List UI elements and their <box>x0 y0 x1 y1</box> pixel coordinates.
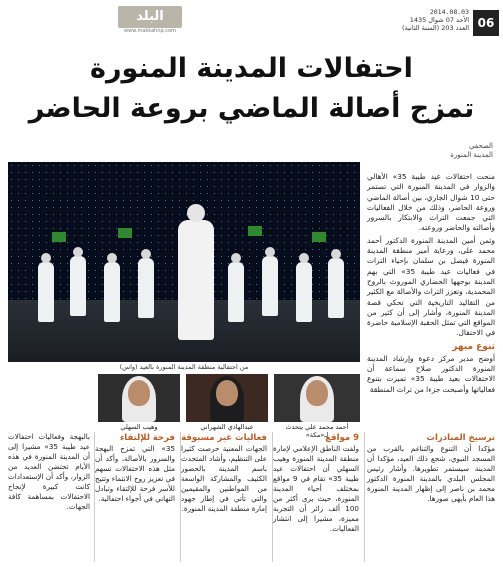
issue-number: العدد 203 (السنة الثانية) <box>402 24 469 32</box>
green-flag <box>248 226 262 236</box>
performer-figure <box>262 256 278 316</box>
green-flag <box>52 232 66 242</box>
subheading: ترسيخ المبادرات <box>426 433 495 443</box>
article-column-3 <box>181 432 267 514</box>
paragraph: ولفت الناطق الإعلامي لإمارة منطقة المدينة المنورة وهيب السهلي أن احتفالات عيد طيبة 35» تقام في 9 مواقع بمختلف أحياء المدينة المنورة، حيث يرى أكثر من 100 ألف زائر أن التجربة مميزة، مشيرا إلى انتشار الفعاليات. <box>273 444 359 533</box>
website-url: www.makkahnp.com <box>124 28 176 34</box>
lead-performer-figure <box>178 220 214 340</box>
subheading: 9 مواقع <box>325 433 359 443</box>
portrait-caption: أحمد محمد علي يتحدث لـ«مكة» <box>285 423 349 439</box>
byline-author: الصحفي <box>468 142 493 150</box>
performer-figure <box>328 258 344 318</box>
column-divider <box>364 432 365 562</box>
page-header <box>0 0 503 36</box>
gregorian-date: 2014.08.03 <box>429 8 469 16</box>
page-number: 06 <box>473 10 499 36</box>
performer-figure <box>104 262 120 322</box>
portrait-photo <box>274 374 360 422</box>
face-shape <box>216 380 238 406</box>
newspaper-logo: البلد <box>118 6 182 28</box>
column-divider <box>272 432 273 562</box>
paragraph: الجهات المعنية حرصت كثيرا على التنظيم، وأشاد المتحدث باسم المدينة بالحضور الكثيف والمشاركة الواسعة من المواطنين والمقيمين والتي تأتي في إطار جهود إمارة منطقة المدينة المنورة. <box>181 444 267 513</box>
face-shape <box>128 380 150 406</box>
paragraph: مؤكدا أن التنوع والتناغم بالقرب من المسجد النبوي، شجع ذلك العيد، مؤكدا أن المدينة سيستمر تطويرها. وأشار رئيس المجلس البلدي بالمدينة المنورة الدكتور محمد بن ناصر إلى إظهار المدينة المنورة هذا العام بأبهى صورها. <box>367 444 495 503</box>
subheading: فرحة للإلتقاء <box>119 433 175 443</box>
issue-info <box>402 8 469 32</box>
article-column-4 <box>95 432 175 504</box>
subheading: تنوع مبهر <box>452 341 495 352</box>
portrait-caption: عبدالهادي الشهراني <box>200 423 254 431</box>
article-headline <box>0 52 503 126</box>
portrait-caption: وهيب السهلي <box>120 423 158 431</box>
green-flag <box>312 232 326 242</box>
headline-line-2: تمزج أصالة الماضي بروعة الحاضر <box>28 93 475 124</box>
article-column-2 <box>273 432 359 534</box>
headline-line-1: احتفالات المدينة المنورة <box>90 53 413 84</box>
performer-figure <box>38 262 54 322</box>
face-shape <box>306 380 328 406</box>
paragraph: أوضح مدير مركز دعوة وإرشاد المدينة المنورة الدكتور صلاح سماعة أن الاحتفالات بعيد طيبة 35» تميزت بتنوع فعالياتها وأصبحت جزءا من تراث المنطقة <box>367 353 495 394</box>
subheading: فعاليات غير مسبوقة <box>181 433 267 443</box>
hijri-date: الأحد 07 شوال 1435 <box>409 16 469 24</box>
article-column-right-lower <box>367 432 495 504</box>
column-divider <box>94 432 95 562</box>
green-flag <box>118 228 132 238</box>
performer-figure <box>70 256 86 316</box>
photo-caption: من احتفالية منطقة المدينة المنورة بالعيد (واس) <box>8 362 360 373</box>
paragraph: وثمن أمين المدينة المنورة الدكتور أحمد محمد على، ورعاية أمير منطقة المدينة المنورة فيصل بن سلمان بإحياء الترات في فعاليات عيد طيبة 35» التي بهم المدينة بوجهها الحضاري الموروث بالروح المحمدية، وتعزز التراث والأصالة مع الكثير من التقاليد التاريخية التي تحكي قصة المدينة المنورة، وأشار إلى أن كثير من المواقع التي تمثل الحقبة الإسلامية حاضرة في الاحتفال. <box>367 235 495 338</box>
paragraph: بالبهجة وفعاليات احتفالات عيد طيبة 35» مشيرا إلى أن المدينة المنورة في هذه الأيام تحتضن العديد من الزوار، وأكد أن الإستعدادات كانت كبيرة لإنجاح الاحتفالات بمساهمة كافة الجهات. <box>8 432 90 511</box>
performer-figure <box>296 262 312 322</box>
paragraph: 35» التي تمزج البهجة والسرور بالأصالة، وأكد أن مثل هذه الاحتفالات تسهم في تعزيز روح الانتماء وتتيح للأسر فرحة للإلتقاء وتبادل التهاني في أجواء احتفالية. <box>95 444 175 503</box>
column-divider <box>180 432 181 562</box>
article-column-5 <box>8 432 90 512</box>
byline-location: المدينة المنورة <box>450 151 493 159</box>
performer-figure <box>228 262 244 322</box>
paragraph: منحت احتفالات عيد طيبة 35» الأهالي والزوار في المدينة المنورة التي تستمر حتى 10 شوال الجاري، بين أصالة الماضي وروعة الحاضر، وذلك من خلال الفعاليات التي جمعت التراث والابتكار بالسرور وأصالته والحاضر وروعته. <box>367 172 495 233</box>
article-column-right <box>367 172 495 397</box>
performer-figure <box>138 258 154 318</box>
portrait-photo <box>186 374 268 422</box>
main-photo <box>8 162 360 362</box>
portrait-photo <box>98 374 180 422</box>
